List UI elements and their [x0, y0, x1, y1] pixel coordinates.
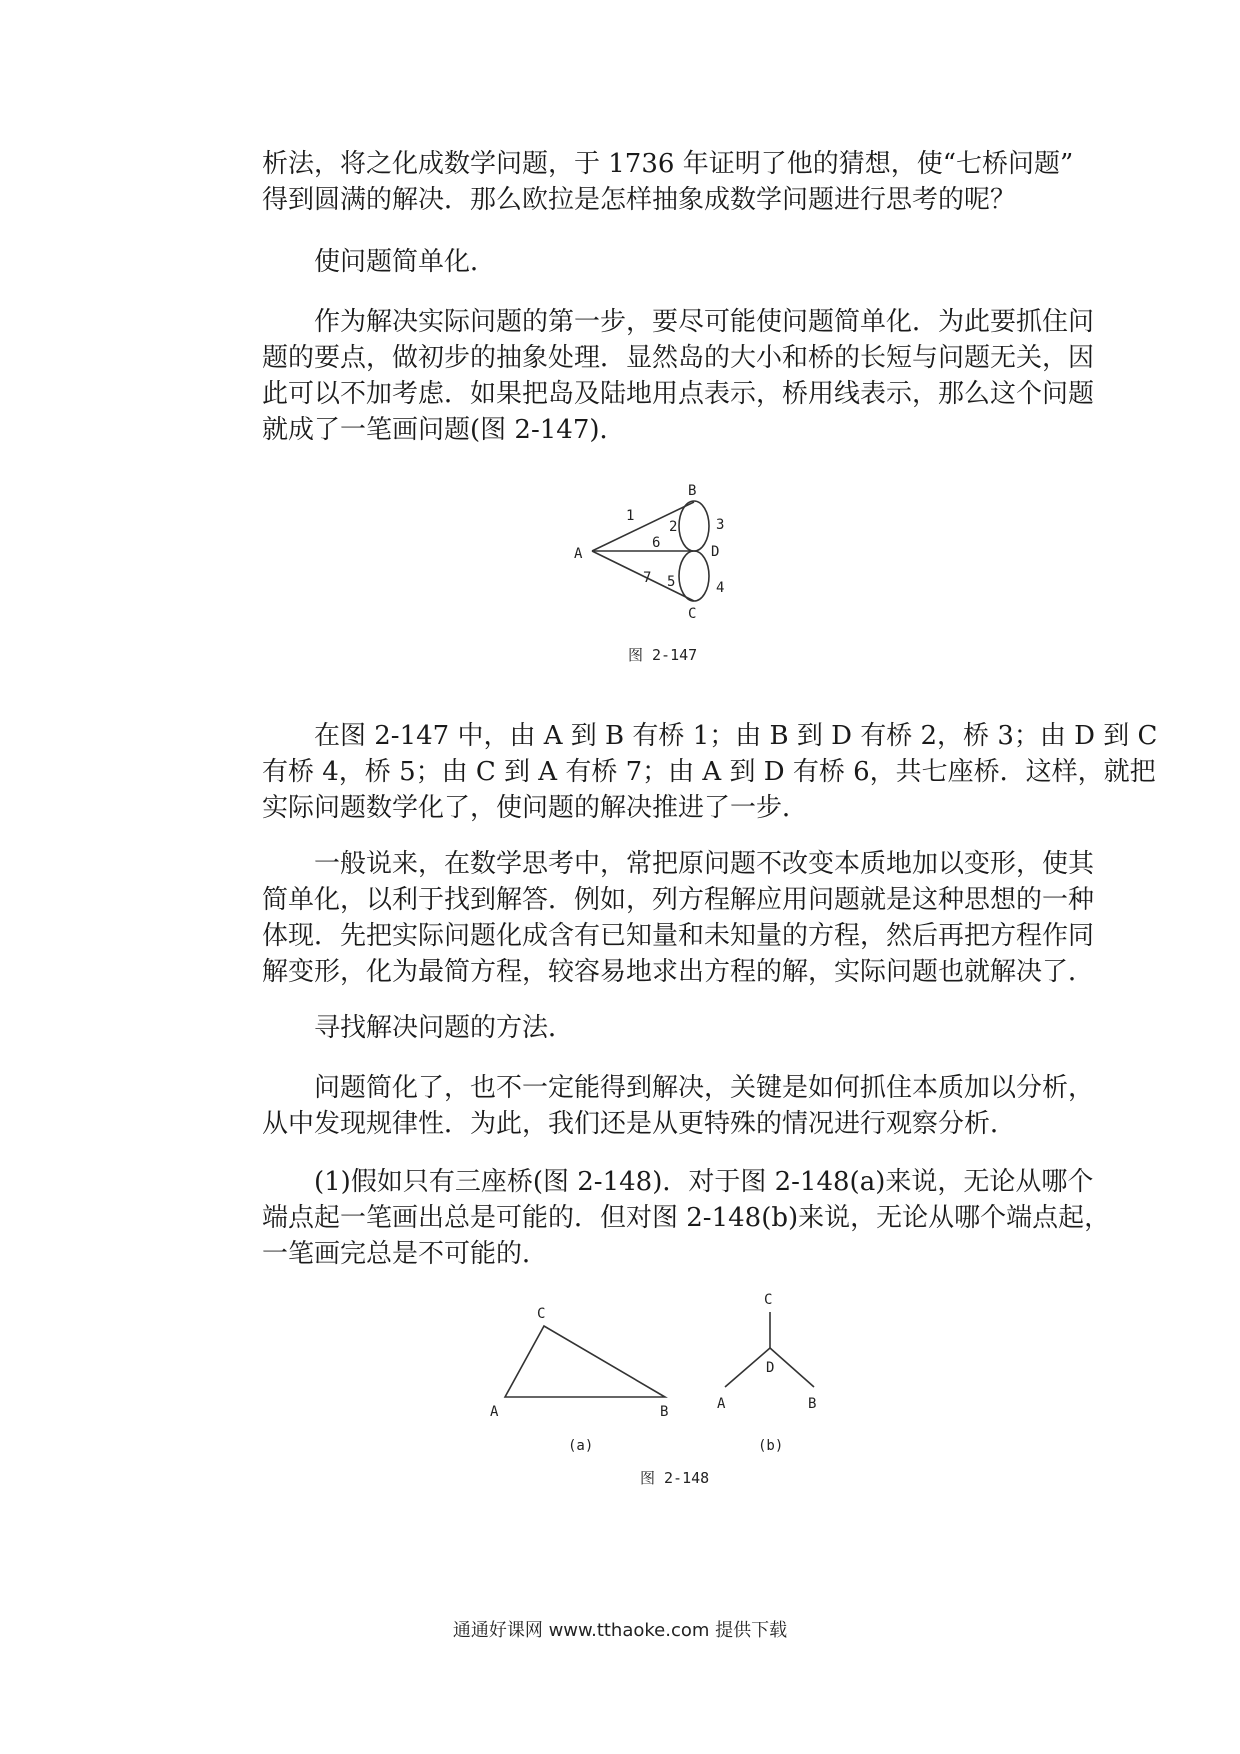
heading-find-method	[262, 1010, 1048, 1046]
node-c-label: C	[688, 606, 697, 622]
node-b-label: B	[808, 1396, 817, 1412]
text-line: 简单化，以利于找到解答．例如，列方程解应用问题就是这种思想的一种	[262, 885, 1095, 915]
text-line: 寻找解决问题的方法．	[314, 1013, 575, 1043]
text-line: 此可以不加考虑．如果把岛及陆地用点表示，桥用线表示，那么这个问题	[262, 379, 1095, 409]
text-line: 从中发现规律性．为此，我们还是从更特殊的情况进行观察分析．	[262, 1109, 1017, 1139]
node-d-label: D	[711, 544, 720, 560]
subfigure-label: (b)	[758, 1438, 784, 1454]
text-line: 使问题简单化．	[314, 247, 497, 277]
bridge-1-label: 1	[626, 508, 635, 524]
text-line: 有桥 4，桥 5；由 C 到 A 有桥 7；由 A 到 D 有桥 6，共七座桥．这样，就把	[262, 757, 1156, 787]
node-c-label: C	[537, 1306, 546, 1322]
paragraph-3	[262, 304, 1095, 448]
figure-2-148	[480, 1290, 840, 1510]
node-a-label: A	[574, 546, 583, 562]
bridge-3-label: 3	[716, 517, 725, 533]
text-line: 一般说来，在数学思考中，常把原问题不改变本质地加以变形，使其	[314, 849, 1095, 879]
bridge-6-label: 6	[652, 535, 661, 551]
node-a-label: A	[490, 1404, 499, 1420]
text-line: 就成了一笔画问题(图 2-147)．	[262, 415, 626, 445]
subfigure-label: (a)	[568, 1438, 594, 1454]
node-b-label: B	[660, 1404, 669, 1420]
figure-caption: 图 2-147	[628, 646, 698, 664]
bridge-4-label: 4	[716, 580, 725, 596]
paragraph-4	[262, 718, 1158, 826]
edge-da	[725, 1348, 770, 1387]
text-line: 作为解决实际问题的第一步，要尽可能使问题简单化．为此要抓住问	[314, 307, 1095, 337]
paragraph-5	[262, 846, 1095, 990]
figure-2-148-a	[490, 1306, 668, 1454]
text-line: 析法，将之化成数学问题，于 1736 年证明了他的猜想，使“七桥问题”	[262, 149, 1074, 179]
bridge-5-label: 5	[667, 574, 676, 590]
text-line: 解变形，化为最简方程，较容易地求出方程的解，实际问题也就解决了．	[262, 957, 1095, 987]
bridge-2-label: 2	[669, 519, 678, 535]
figure-2-148-b	[717, 1292, 816, 1454]
paragraph-8	[262, 1164, 1111, 1272]
paragraph-1	[262, 146, 1074, 218]
triangle-graph	[505, 1326, 665, 1397]
text-line: 实际问题数学化了，使问题的解决推进了一步．	[262, 793, 809, 823]
page-footer: 通通好课网 www.tthaoke.com 提供下载	[452, 1620, 788, 1641]
figure-2-147	[560, 470, 740, 670]
node-b-label: B	[688, 483, 697, 499]
text-line: (1)假如只有三座桥(图 2-148)．对于图 2-148(a)来说，无论从哪个	[314, 1167, 1094, 1197]
bridges-2-3-loop	[679, 501, 709, 551]
bridge-7-label: 7	[643, 570, 652, 586]
figure-caption: 图 2-148	[640, 1469, 710, 1487]
text-line: 得到圆满的解决．那么欧拉是怎样抽象成数学问题进行思考的呢？	[262, 185, 1017, 215]
edge-db	[770, 1348, 814, 1387]
bridges-4-5-loop	[679, 551, 709, 601]
text-line: 在图 2-147 中，由 A 到 B 有桥 1；由 B 到 D 有桥 2，桥 3；由 D 到 C	[314, 721, 1158, 751]
node-a-label: A	[717, 1396, 726, 1412]
paragraph-7	[262, 1070, 1095, 1142]
text-line: 一笔画完总是不可能的．	[262, 1239, 549, 1269]
text-line: 问题简化了，也不一定能得到解决，关键是如何抓住本质加以分析，	[314, 1073, 1095, 1103]
text-line: 端点起一笔画出总是可能的．但对图 2-148(b)来说，无论从哪个端点起，	[262, 1203, 1111, 1233]
heading-simplify	[262, 244, 1048, 280]
node-c-label: C	[764, 1292, 773, 1308]
text-line: 体现．先把实际问题化成含有已知量和未知量的方程，然后再把方程作同	[262, 921, 1095, 951]
node-d-label: D	[766, 1360, 775, 1376]
text-line: 题的要点，做初步的抽象处理．显然岛的大小和桥的长短与问题无关，因	[262, 343, 1095, 373]
